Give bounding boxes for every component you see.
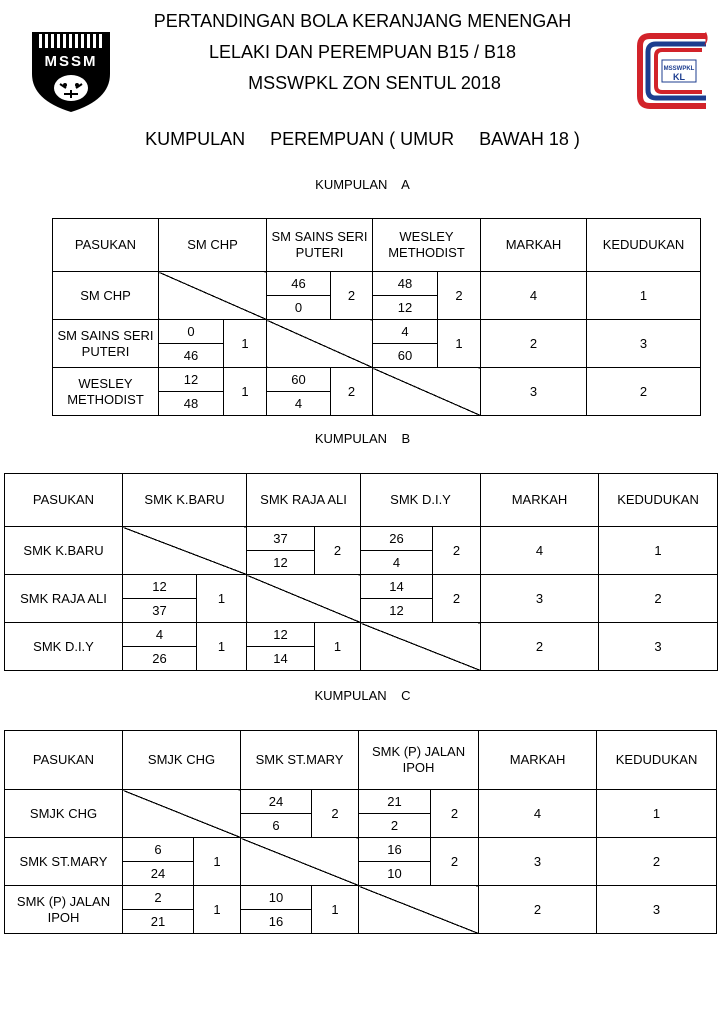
self-match-cell xyxy=(123,790,241,838)
match-points-cell: 1 xyxy=(224,368,267,416)
score-for-cell: 24 xyxy=(241,790,312,814)
header-line-3: MSSWPKL ZON SENTUL 2018 xyxy=(248,73,501,93)
match-points-cell: 1 xyxy=(224,320,267,368)
score-against-cell: 46 xyxy=(159,344,224,368)
column-header: SMJK CHG xyxy=(123,731,241,790)
match-points-cell: 2 xyxy=(433,575,481,623)
column-header: PASUKAN xyxy=(5,731,123,790)
self-match-cell xyxy=(123,527,247,575)
column-header: MARKAH xyxy=(481,219,587,272)
score-against-cell: 2 xyxy=(359,814,431,838)
header-line-1: PERTANDINGAN BOLA KERANJANG MENENGAH xyxy=(153,11,572,31)
match-points-cell: 2 xyxy=(312,790,359,838)
header-line-2: LELAKI DAN PEREMPUAN B15 / B18 xyxy=(208,42,517,62)
column-header: KEDUDUKAN xyxy=(599,474,718,527)
score-for-cell: 26 xyxy=(361,527,433,551)
team-name-cell: SMK K.BARU xyxy=(5,527,123,575)
table-row xyxy=(53,272,701,296)
table-header-row xyxy=(5,474,718,527)
self-match-cell xyxy=(267,320,373,368)
score-for-cell: 2 xyxy=(123,886,194,910)
score-against-cell: 14 xyxy=(247,647,315,671)
column-header: SMK (P) JALAN IPOH xyxy=(359,731,479,790)
score-for-cell: 12 xyxy=(123,575,197,599)
table-row xyxy=(53,368,701,392)
markah-cell: 3 xyxy=(481,368,587,416)
column-header: SMK D.I.Y xyxy=(361,474,481,527)
score-against-cell: 60 xyxy=(373,344,438,368)
team-name-cell: SM SAINS SERI PUTERI xyxy=(53,320,159,368)
markah-cell: 4 xyxy=(481,272,587,320)
kedudukan-cell: 3 xyxy=(597,886,717,934)
match-points-cell: 1 xyxy=(312,886,359,934)
score-against-cell: 48 xyxy=(159,392,224,416)
column-header: PASUKAN xyxy=(53,219,159,272)
match-points-cell: 1 xyxy=(194,838,241,886)
markah-cell: 2 xyxy=(481,623,599,671)
markah-cell: 2 xyxy=(481,320,587,368)
score-for-cell: 4 xyxy=(123,623,197,647)
group-c-table xyxy=(4,730,717,934)
match-points-cell: 2 xyxy=(331,272,373,320)
score-for-cell: 4 xyxy=(373,320,438,344)
column-header: PASUKAN xyxy=(5,474,123,527)
score-against-cell: 10 xyxy=(359,862,431,886)
markah-cell: 4 xyxy=(479,790,597,838)
match-points-cell: 1 xyxy=(197,623,247,671)
match-points-cell: 1 xyxy=(197,575,247,623)
svg-text:MSSWPKL: MSSWPKL xyxy=(663,66,695,72)
score-against-cell: 4 xyxy=(267,392,331,416)
self-match-cell xyxy=(159,272,267,320)
score-for-cell: 0 xyxy=(159,320,224,344)
score-for-cell: 21 xyxy=(359,790,431,814)
self-match-cell xyxy=(361,623,481,671)
self-match-cell xyxy=(359,886,479,934)
category-title: KUMPULAN PEREMPUAN ( UMUR BAWAH 18 ) xyxy=(145,129,580,149)
column-header: SMK ST.MARY xyxy=(241,731,359,790)
table-row xyxy=(53,320,701,344)
markah-cell: 3 xyxy=(481,575,599,623)
table-row xyxy=(5,527,718,551)
team-name-cell: SMJK CHG xyxy=(5,790,123,838)
group-c-title: KUMPULAN C xyxy=(314,688,411,703)
svg-text:KL: KL xyxy=(673,72,685,82)
team-name-cell: SMK RAJA ALI xyxy=(5,575,123,623)
match-points-cell: 2 xyxy=(331,368,373,416)
team-name-cell: SMK ST.MARY xyxy=(5,838,123,886)
score-for-cell: 12 xyxy=(247,623,315,647)
score-against-cell: 12 xyxy=(373,296,438,320)
svg-text:MSSM: MSSM xyxy=(44,53,98,70)
match-points-cell: 2 xyxy=(433,527,481,575)
kedudukan-cell: 2 xyxy=(587,368,701,416)
kedudukan-cell: 3 xyxy=(587,320,701,368)
score-against-cell: 26 xyxy=(123,647,197,671)
column-header: SM SAINS SERI PUTERI xyxy=(267,219,373,272)
table-header-row xyxy=(5,731,717,790)
column-header: MARKAH xyxy=(481,474,599,527)
score-for-cell: 60 xyxy=(267,368,331,392)
score-for-cell: 14 xyxy=(361,575,433,599)
table-header-row xyxy=(53,219,701,272)
score-for-cell: 46 xyxy=(267,272,331,296)
score-for-cell: 6 xyxy=(123,838,194,862)
column-header: WESLEY METHODIST xyxy=(373,219,481,272)
score-for-cell: 10 xyxy=(241,886,312,910)
self-match-cell xyxy=(241,838,359,886)
match-points-cell: 1 xyxy=(315,623,361,671)
score-against-cell: 12 xyxy=(247,551,315,575)
table-row xyxy=(5,790,717,814)
kedudukan-cell: 3 xyxy=(599,623,718,671)
table-row xyxy=(5,886,717,910)
score-against-cell: 12 xyxy=(361,599,433,623)
match-points-cell: 2 xyxy=(315,527,361,575)
group-b-table xyxy=(4,473,718,671)
match-points-cell: 2 xyxy=(438,272,481,320)
team-name-cell: WESLEY METHODIST xyxy=(53,368,159,416)
score-for-cell: 48 xyxy=(373,272,438,296)
group-a-title: KUMPULAN A xyxy=(315,177,410,192)
table-row xyxy=(5,623,718,647)
markah-cell: 4 xyxy=(481,527,599,575)
score-against-cell: 24 xyxy=(123,862,194,886)
match-points-cell: 2 xyxy=(431,790,479,838)
kedudukan-cell: 1 xyxy=(587,272,701,320)
kedudukan-cell: 1 xyxy=(597,790,717,838)
group-a-table xyxy=(52,218,701,416)
score-against-cell: 37 xyxy=(123,599,197,623)
score-against-cell: 6 xyxy=(241,814,312,838)
score-for-cell: 12 xyxy=(159,368,224,392)
column-header: KEDUDUKAN xyxy=(597,731,717,790)
column-header: SMK RAJA ALI xyxy=(247,474,361,527)
group-b-title: KUMPULAN B xyxy=(314,431,411,446)
column-header: SM CHP xyxy=(159,219,267,272)
score-against-cell: 21 xyxy=(123,910,194,934)
column-header: MARKAH xyxy=(479,731,597,790)
score-against-cell: 0 xyxy=(267,296,331,320)
score-for-cell: 16 xyxy=(359,838,431,862)
kedudukan-cell: 1 xyxy=(599,527,718,575)
table-row xyxy=(5,575,718,599)
score-against-cell: 16 xyxy=(241,910,312,934)
team-name-cell: SM CHP xyxy=(53,272,159,320)
self-match-cell xyxy=(247,575,361,623)
match-points-cell: 1 xyxy=(438,320,481,368)
self-match-cell xyxy=(373,368,481,416)
team-name-cell: SMK (P) JALAN IPOH xyxy=(5,886,123,934)
team-name-cell: SMK D.I.Y xyxy=(5,623,123,671)
markah-cell: 2 xyxy=(479,886,597,934)
match-points-cell: 1 xyxy=(194,886,241,934)
kedudukan-cell: 2 xyxy=(599,575,718,623)
column-header: KEDUDUKAN xyxy=(587,219,701,272)
kedudukan-cell: 2 xyxy=(597,838,717,886)
table-row xyxy=(5,838,717,862)
column-header: SMK K.BARU xyxy=(123,474,247,527)
markah-cell: 3 xyxy=(479,838,597,886)
score-against-cell: 4 xyxy=(361,551,433,575)
match-points-cell: 2 xyxy=(431,838,479,886)
score-for-cell: 37 xyxy=(247,527,315,551)
